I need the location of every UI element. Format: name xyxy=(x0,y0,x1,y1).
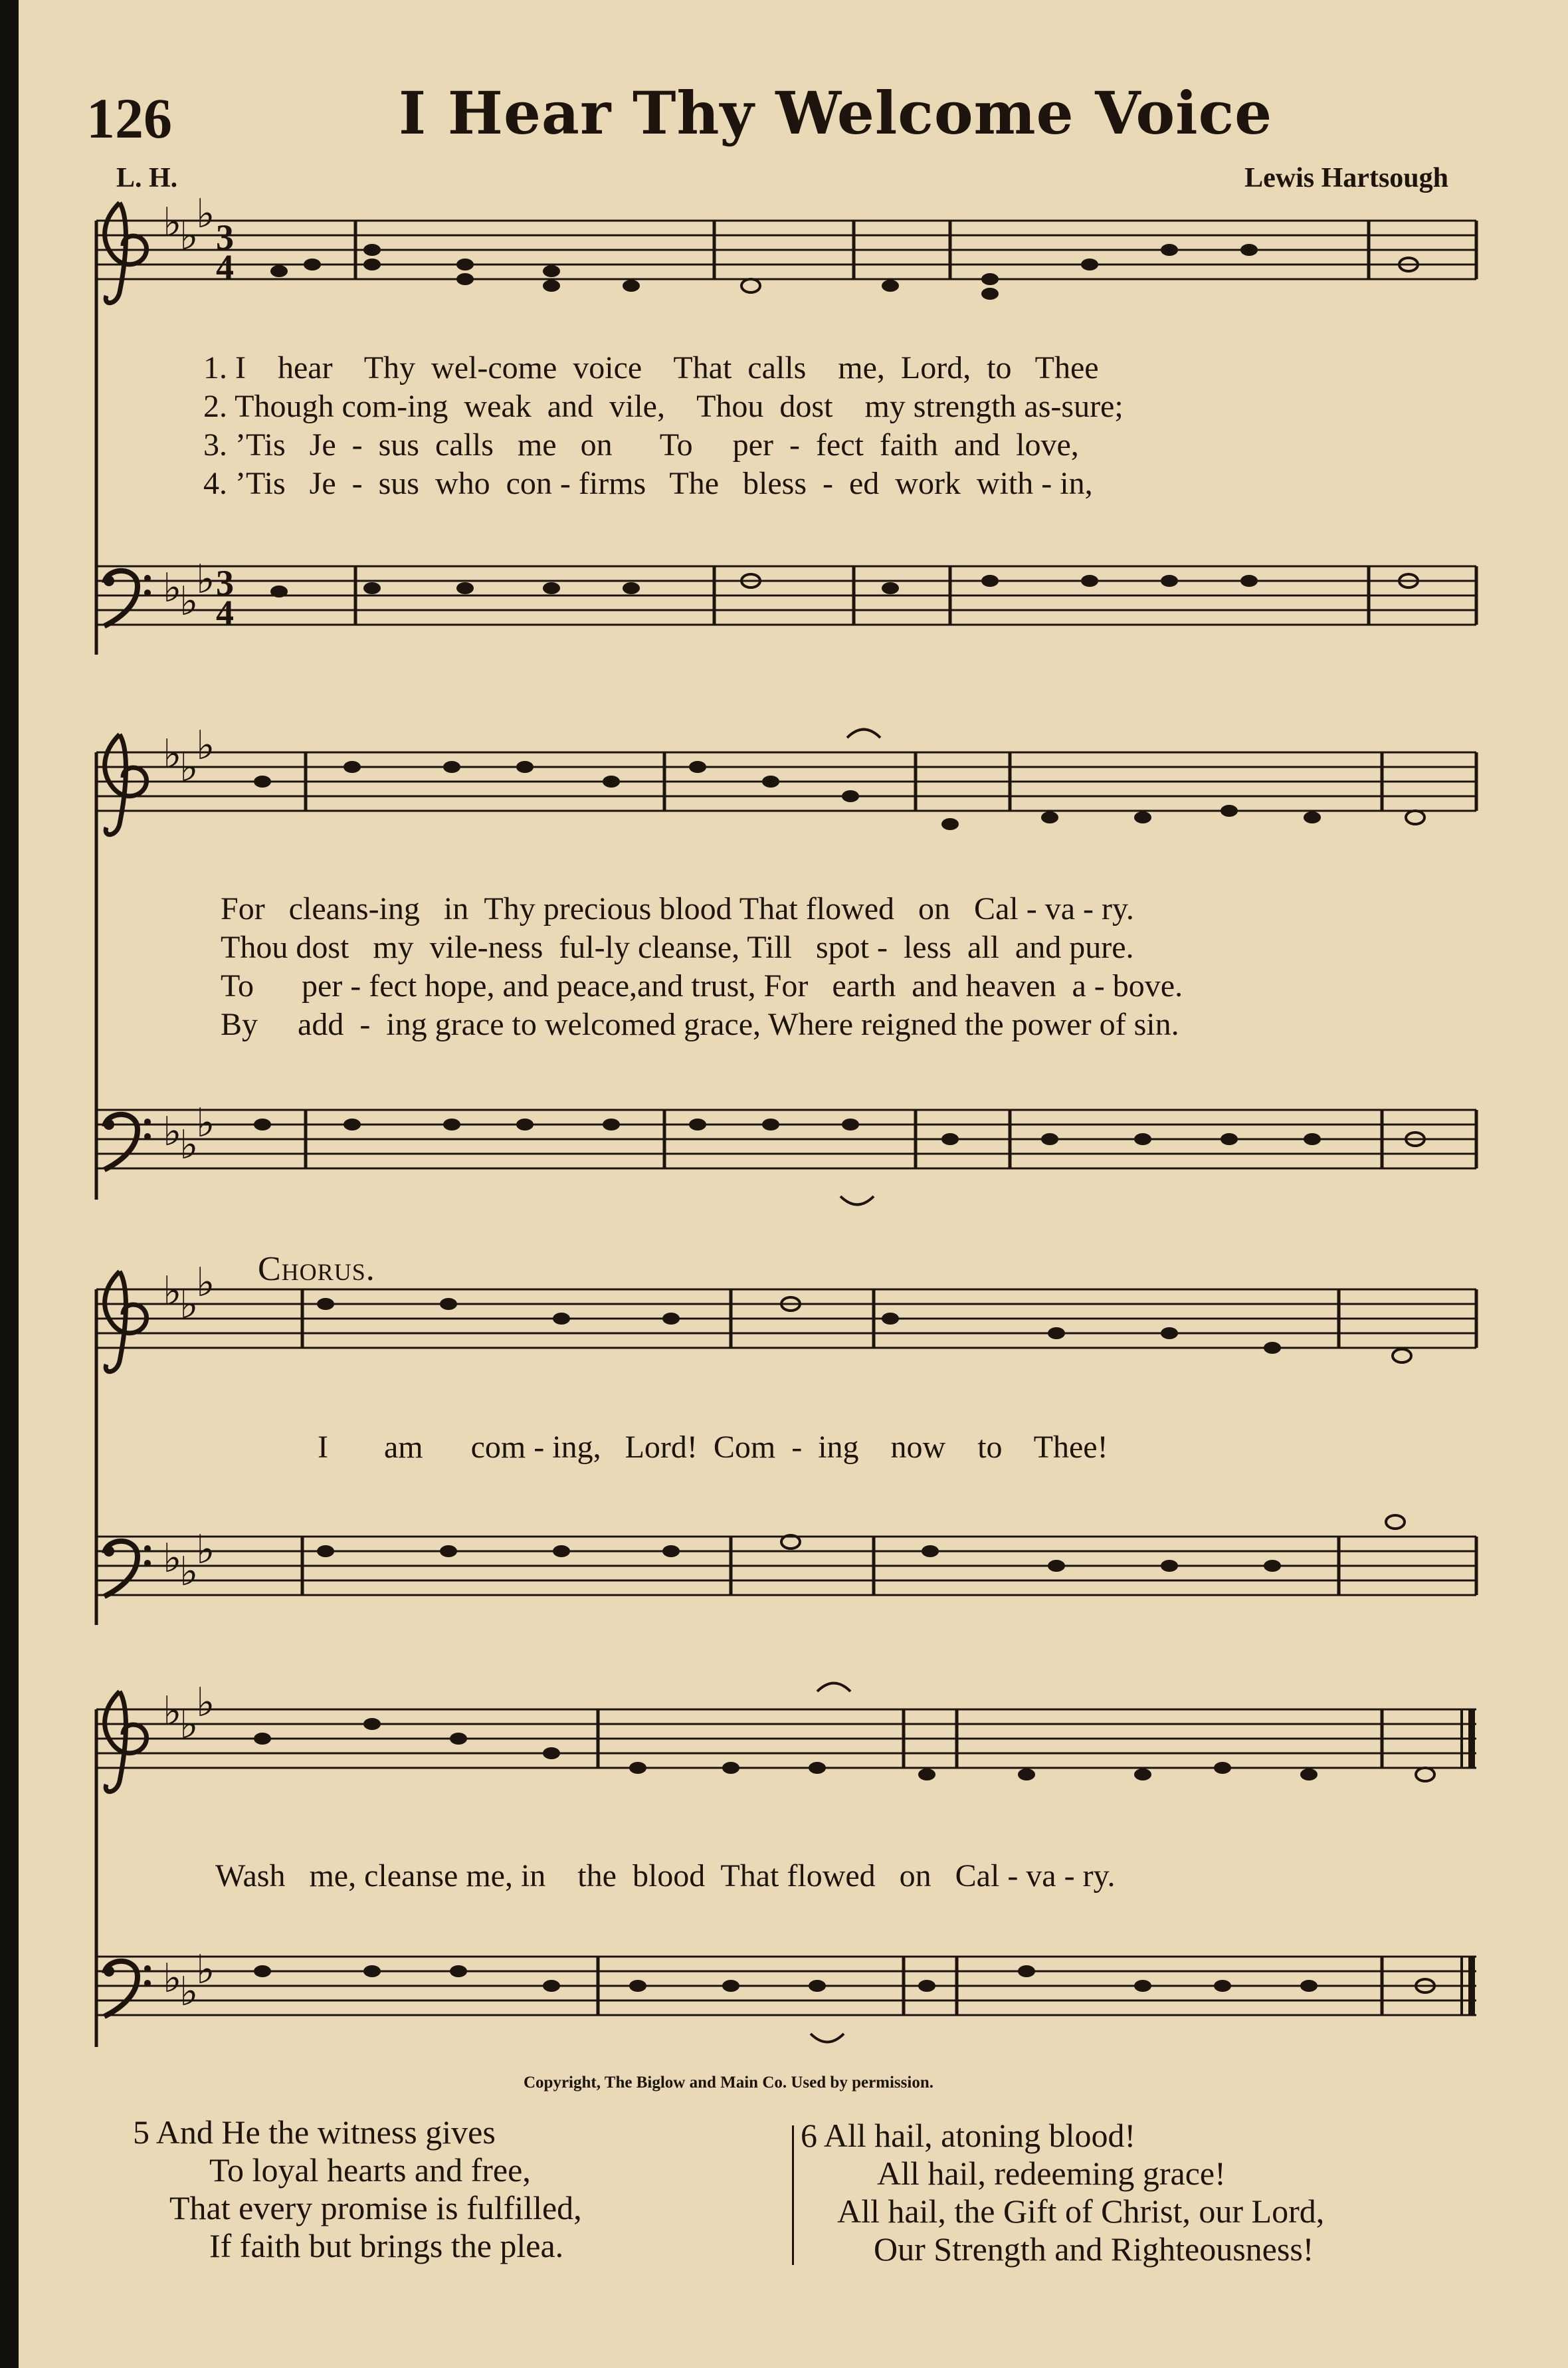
svg-text:♭: ♭ xyxy=(179,1549,199,1595)
svg-text:♭: ♭ xyxy=(163,1688,182,1735)
svg-text:♭: ♭ xyxy=(196,1679,215,1726)
lyric-line-verse2-b: Thou dost my vile-ness ful-ly cleanse, Till spot - less all and pure. xyxy=(221,930,1134,965)
svg-text:♭: ♭ xyxy=(163,731,182,778)
svg-text:♭: ♭ xyxy=(179,1969,199,2015)
lyric-line-verse2-a: 2. Though com-ing weak and vile, Thou dost my strength as-sure; xyxy=(203,389,1124,424)
stanza-line: All hail, the Gift of Christ, our Lord, xyxy=(837,2193,1325,2230)
svg-text:♭: ♭ xyxy=(163,1535,182,1582)
stanza-line: If faith but brings the plea. xyxy=(209,2227,564,2264)
svg-text:♭: ♭ xyxy=(163,199,182,246)
svg-text:♭: ♭ xyxy=(196,1100,215,1146)
svg-text:♭: ♭ xyxy=(196,191,215,237)
svg-text:♭: ♭ xyxy=(179,1122,199,1168)
svg-text:♭: ♭ xyxy=(179,1701,199,1748)
stanza-line: That every promise is fulfilled, xyxy=(169,2189,582,2226)
svg-text:3: 3 xyxy=(216,563,234,603)
svg-text:4: 4 xyxy=(216,247,234,287)
svg-text:♭: ♭ xyxy=(163,1109,182,1155)
svg-text:♭: ♭ xyxy=(179,213,199,259)
lyric-line-chorus-b: Wash me, cleanse me, in the blood That flowed on Cal - va - ry. xyxy=(215,1858,1116,1893)
lyric-line-verse3-a: 3. ’Tis Je - sus calls me on To per - fect faith and love, xyxy=(203,427,1079,463)
lyric-line-verse1-b: For cleans-ing in Thy precious blood That flowed on Cal - va - ry. xyxy=(221,891,1134,926)
lyric-line-verse1-a: 1. I hear Thy wel-come voice That calls me, Lord, to Thee xyxy=(203,350,1099,385)
svg-text:♭: ♭ xyxy=(196,1947,215,1993)
composer: Lewis Hartsough xyxy=(1244,163,1448,193)
stanza-line: To loyal hearts and free, xyxy=(209,2151,531,2189)
svg-text:♭: ♭ xyxy=(196,1527,215,1573)
stanza-line: All hail, atoning blood! xyxy=(823,2117,1136,2154)
svg-text:♭: ♭ xyxy=(179,1281,199,1328)
copyright-notice: Copyright, The Biglow and Main Co. Used by permission. xyxy=(524,2074,933,2092)
lyric-line-verse4-a: 4. ’Tis Je - sus who con - firms The bless - ed work with - in, xyxy=(203,466,1093,501)
svg-text:3: 3 xyxy=(216,217,234,257)
hymn-title: I Hear Thy Welcome Voice xyxy=(399,78,1273,148)
lyric-line-chorus-a: I am com - ing, Lord! Com - ing now to Thee! xyxy=(318,1430,1108,1465)
svg-text:♭: ♭ xyxy=(163,1955,182,2002)
svg-text:♭: ♭ xyxy=(163,565,182,611)
stanza-line: And He the witness gives xyxy=(155,2113,496,2151)
words-by: L. H. xyxy=(116,163,178,193)
chorus-label: Chorus. xyxy=(258,1250,375,1288)
lyric-line-verse3-b: To per - fect hope, and peace,and trust, For earth and heaven a - bove. xyxy=(221,968,1183,1004)
stanza-line: All hail, redeeming grace! xyxy=(877,2155,1226,2192)
svg-text:♭: ♭ xyxy=(196,722,215,769)
lyric-line-verse4-b: By add - ing grace to welcomed grace, Where reigned the power of sin. xyxy=(221,1007,1179,1042)
stanza-number: 6 xyxy=(801,2117,817,2154)
svg-text:♭: ♭ xyxy=(179,578,199,625)
svg-text:4: 4 xyxy=(216,593,234,633)
svg-text:♭: ♭ xyxy=(179,744,199,791)
stanza-6 xyxy=(801,2117,1324,2268)
stanza-divider xyxy=(792,2125,794,2265)
svg-text:♭: ♭ xyxy=(196,1259,215,1306)
svg-text:♭: ♭ xyxy=(163,1268,182,1315)
stanza-line: Our Strength and Righteousness! xyxy=(874,2230,1314,2268)
hymn-number: 126 xyxy=(86,86,172,150)
svg-text:♭: ♭ xyxy=(196,556,215,603)
stanza-5 xyxy=(133,2113,582,2265)
stanza-number: 5 xyxy=(133,2113,149,2151)
